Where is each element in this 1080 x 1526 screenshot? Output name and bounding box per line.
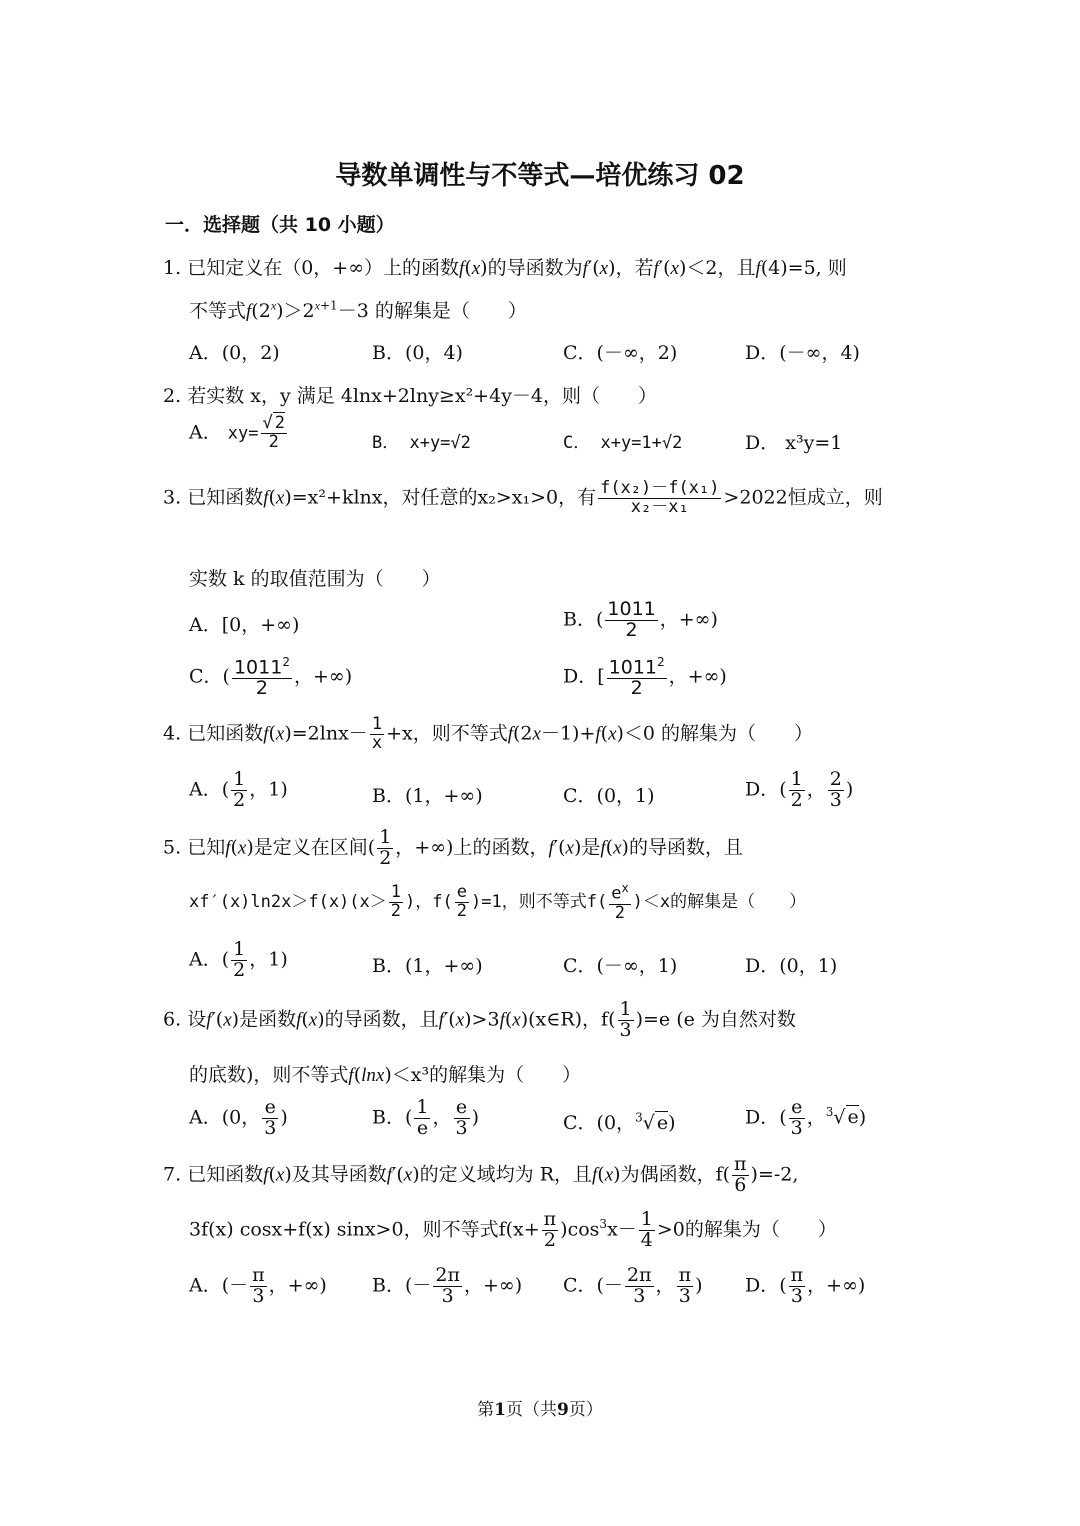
question-2: 2. 若实数 x，y 满足 4lnx+2lny≥x²+4y－4，则（ ） — [163, 385, 658, 407]
fraction: $\frac{e}{2}$ — [456, 881, 467, 921]
question-1: 1. 已知定义在（0，+∞）上的函数f(x)的导函数为f′(x)，若f′(x)＜2，且f(4)=5, 则 — [163, 257, 847, 279]
question-1-line-2: 不等式$f(2^x)>2^{x+1}-3$ 的解集是（ ） — [189, 298, 527, 322]
q2-option-b[interactable]: B． x+y=√2 — [372, 433, 471, 453]
fraction: $\frac{1}{2}$ — [233, 768, 246, 811]
fraction: $\frac{\pi}{6}$ — [734, 1153, 747, 1196]
question-6-line-2: 的底数)，则不等式f(lnx)＜x³的解集为（ ） — [189, 1064, 582, 1086]
q5-option-b[interactable]: B．(1，+∞) — [372, 955, 483, 977]
q1-option-a[interactable]: A．(0，2) — [189, 342, 280, 364]
fraction: $\frac{e}{3}$ — [455, 1096, 468, 1139]
q3-option-c[interactable]: C．( $\frac{1011^2}{2}$ ，+∞) — [189, 655, 353, 700]
section-heading: 一．选择题（共 10 小题） — [165, 214, 395, 236]
q6-option-d[interactable]: D．( $\frac{e}{3}$ ，$^3$√ e) — [745, 1096, 867, 1139]
question-3-line-2: 实数 k 的取值范围为（ ） — [189, 568, 441, 590]
fraction: $\frac{1011}{2}$ — [607, 598, 656, 641]
q7-option-b[interactable]: B．(－ $\frac{2\pi}{3}$ ，+∞) — [372, 1264, 523, 1307]
fraction: $\frac{1}{x}$ — [371, 714, 383, 753]
q4-option-a[interactable]: A．( $\frac{1}{2}$ ，1) — [189, 768, 288, 811]
page-number: 1 — [494, 1400, 506, 1420]
q2-option-a[interactable]: A． xy= $\frac{√ 2}{2}$ — [189, 413, 285, 452]
fraction: $\frac{1011^2}{2}$ — [608, 655, 665, 700]
fraction: $\frac{2}{3}$ — [829, 768, 842, 811]
q6-option-b[interactable]: B．( $\frac{1}{e}$ ， $\frac{e}{3}$ ) — [372, 1096, 480, 1139]
fraction: $\frac{2\pi}{3}$ — [626, 1264, 652, 1307]
q5-option-d[interactable]: D．(0，1) — [745, 955, 838, 977]
q4-option-c[interactable]: C．(0，1) — [563, 785, 655, 807]
fraction: $\frac{\pi}{2}$ — [543, 1208, 557, 1251]
q4-option-d[interactable]: D．( $\frac{1}{2}$ ， $\frac{2}{3}$ ) — [745, 768, 854, 811]
fraction: $\frac{\pi}{3}$ — [252, 1264, 265, 1307]
fraction: $\frac{1011^2}{2}$ — [233, 655, 290, 700]
q6-option-c[interactable]: C．(0，$^3$√ e) — [563, 1110, 676, 1134]
q5-option-a[interactable]: A．( $\frac{1}{2}$ ，1) — [189, 938, 288, 981]
question-7: 7. 已知函数f(x)及其导函数f′(x)的定义域均为 R，且f(x)为偶函数，f( $\frac{\pi}{6}$ )=-2, — [163, 1153, 799, 1196]
question-5: 5. 已知f(x)是定义在区间( $\frac{1}{2}$ ，+∞)上的函数，f′(x)是f(x)的导函数，且 — [163, 826, 743, 869]
q7-option-a[interactable]: A．(－ $\frac{\pi}{3}$ ，+∞) — [189, 1264, 327, 1307]
q1-option-b[interactable]: B．(0，4) — [372, 342, 463, 364]
fraction: $\frac{1}{2}$ — [390, 881, 402, 921]
fraction: $\frac{1}{2}$ — [790, 768, 803, 811]
q5-option-c[interactable]: C．(－∞，1) — [563, 955, 678, 977]
q1-option-d[interactable]: D．(－∞，4) — [745, 342, 860, 364]
page-footer: 第1页（共9页） — [477, 1400, 603, 1420]
q3-option-d[interactable]: D．[ $\frac{1011^2}{2}$ ，+∞) — [563, 655, 727, 700]
q7-option-c[interactable]: C．(－ $\frac{2\pi}{3}$ ， $\frac{\pi}{3}$ ) — [563, 1264, 703, 1307]
page-total: 9 — [557, 1400, 569, 1420]
q2-option-d[interactable]: D． x³y=1 — [745, 432, 843, 454]
question-7-line-2: 3f(x) cosx+f(x) sinx>0，则不等式f(x+ $\frac{\pi}{2}$ )$\cos^3x-$ $\frac{1}{4}$ >0的解集为（ ） — [189, 1208, 837, 1251]
fraction: $\frac{\pi}{3}$ — [790, 1264, 804, 1307]
q4-option-b[interactable]: B．(1，+∞) — [372, 785, 483, 807]
fraction: $\frac{1}{2}$ — [233, 938, 246, 981]
fraction: $\frac{\pi}{3}$ — [678, 1264, 692, 1307]
fraction: $\frac{1}{3}$ — [619, 998, 632, 1041]
fraction: $\frac{e^x}{2}$ — [611, 881, 629, 923]
fraction: $\frac{1}{2}$ — [379, 826, 392, 869]
fraction: $\frac{\text{f(x₂)－f(x₁)}}{\text{x₂－x₁}}$ — [600, 478, 720, 517]
question-6: 6. 设f′(x)是函数f(x)的导函数，且f′(x)>3f(x)(x∈R)，f( $\frac{1}{3}$ )=e (e 为自然对数 — [163, 998, 796, 1041]
fraction: $\frac{1}{4}$ — [640, 1208, 653, 1251]
fraction: $\frac{1}{e}$ — [416, 1096, 429, 1139]
fraction: $\frac{e}{3}$ — [790, 1096, 803, 1139]
q3-option-a[interactable]: A．[0，+∞) — [189, 614, 300, 636]
question-number: 1. — [163, 257, 182, 279]
q7-option-d[interactable]: D．( $\frac{\pi}{3}$ ，+∞) — [745, 1264, 866, 1307]
q1-option-c[interactable]: C．(－∞，2) — [563, 342, 678, 364]
page-title: 导数单调性与不等式—培优练习 02 — [335, 161, 745, 191]
fraction: $\frac{√ 2}{2}$ — [262, 413, 285, 452]
q2-option-c[interactable]: C． x+y=1+√2 — [563, 433, 683, 453]
fraction: $\frac{2\pi}{3}$ — [435, 1264, 460, 1307]
question-4: 4. 已知函数f(x)=2lnx－ $\frac{1}{x}$ +x，则不等式f(2x－1)+f(x)＜0 的解集为（ ） — [163, 714, 814, 753]
fraction: $\frac{e}{3}$ — [264, 1096, 277, 1139]
question-5-line-2: xf′(x)ln2x＞f(x)(x＞ $\frac{1}{2}$ )，f( $\frac{e}{2}$ )=1，则不等式f( $\frac{e^x}{2}$ )＜x的解集是（ ） — [189, 881, 807, 923]
q3-option-b[interactable]: B．( $\frac{1011}{2}$ ，+∞) — [563, 598, 718, 641]
question-3: 3. 已知函数f(x)=x²+klnx，对任意的x₂>x₁>0，有 $\frac{\text{f(x₂)－f(x₁)}}{\text{x₂－x₁}}$ >2022恒成立，则 — [163, 478, 883, 517]
q6-option-a[interactable]: A．(0， $\frac{e}{3}$ ) — [189, 1096, 288, 1139]
